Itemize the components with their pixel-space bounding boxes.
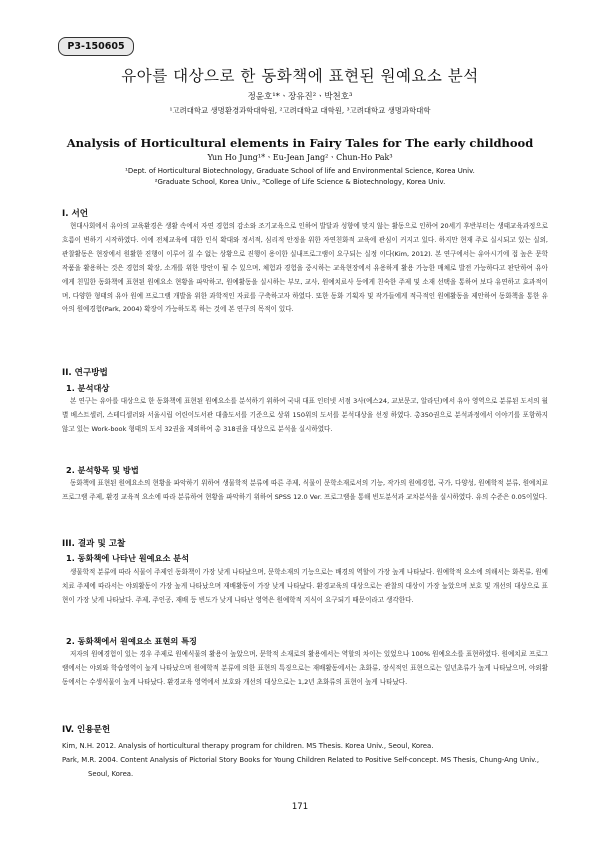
reference-item: Park, M.R. 2004. Content Analysis of Pictorial Story Books for Young Children Related to Positive Self-concept. MS Thesis, Chung-Ang Univ., Seoul, Korea. [62, 755, 540, 778]
methods-sub1-body: 본 연구는 유아를 대상으로 한 동화책에 표현된 원예요소를 분석하기 위하여 국내 대표 인터넷 서점 3사(예스24, 교보문고, 알라딘)에서 유아 영역으로 분류된 도서의 월별 베스트셀러, 스테디셀러와 서울시립 어린이도서관 대출도서를 기준으로 상위 150위의 도서를 분석대상을 선정 하였다. 총350권으로 분석과정에서 이야기를 포함하지 않고 있는 Work-book 형태의 도서 32권을 제외하여 총 318권을 대상으로 분석을 실시하였다. [62, 397, 548, 433]
reference-item: Kim, N.H. 2012. Analysis of horticultural therapy program for children. MS Thesis. Korea Univ., Seoul, Korea. [62, 742, 434, 750]
english-affiliation-1: ¹Dept. of Horticultural Biotechnology, Graduate School of life and Environmental Science, Korea Univ. [125, 167, 475, 175]
results-sub1-heading: 1. 동화책에 나타난 원예요소 분석 [66, 553, 190, 563]
methods-sub1-heading: 1. 분석대상 [66, 383, 110, 393]
korean-title: 유아를 대상으로 한 동화책에 표현된 원예요소 분석 [121, 67, 479, 85]
english-authors: Yun Ho Jung¹*ㆍEu-Jean Jang²ㆍChun-Ho Pak³ [207, 153, 393, 162]
results-sub2-heading: 2. 동화책에서 원예요소 표현의 특징 [66, 636, 197, 646]
korean-authors: 정윤호¹*ㆍ장유진²ㆍ박천호³ [247, 92, 353, 102]
results-sub1-body: 생물학적 분류에 따라 식물이 주제인 동화책이 가장 낮게 나타났으며, 문학소재의 기능으로는 배경의 역할이 가장 높게 나타났다. 원예학적 요소에 의해서는 화목류, 원예치료 주제에 따라서는 야외활동이 가장 높게 나타났으며 재배활동이 가장 낮게 나타났다. 환경교육의 대상으로는 관찰의 대상이 가장 높았으며 보호 및 개선의 대상으로 표현이 가장 낮게 나타났다. 주제, 주인공, 재배 등 빈도가 낮게 나타난 영역은 원예학적 지식이 요구되기 때문이라고 생각한다. [62, 568, 548, 604]
results-heading: III. 결과 및 고찰 [62, 539, 126, 549]
methods-sub2-heading: 2. 분석항목 및 방법 [66, 465, 139, 475]
references-heading: IV. 인용문헌 [62, 725, 111, 735]
poster-id-badge: P3-150605 [58, 37, 134, 56]
korean-affiliations: ¹고려대학교 생명환경과학대학원, ²고려대학교 대학원, ³고려대학교 생명과학대학 [169, 106, 431, 115]
results-sub2-body: 저자의 원예경험이 있는 경우 주제로 원예식물의 활용이 높았으며, 문학적 소재로의 활용에서는 역할의 차이는 있었으나 100% 원예요소를 표현하였다. 원예치료 프로그램에서는 야외와 학습영역이 높게 나타났으며 원예학적 분류에 의한 표현의 특징으로는 재배활동에서는 초화류, 장식적인 표현으로는 일년초류가 높게 나타났으며, 야외활동에서는 수생식물이 높게 나타났다. 환경교육 영역에서 보호와 개선의 대상으로는 1,2년 초화류의 표현이 높게 나타났다. [62, 650, 548, 686]
english-affiliation-2: ²Graduate School, Korea Univ., ³College of Life Science & Biotechnology, Korea Univ. [154, 178, 446, 186]
page-number: 171 [291, 802, 309, 812]
methods-sub2-body: 동화책에 표현된 원예요소의 현황을 파악하기 위하여 생물학적 분류에 따른 주제, 식물이 문학소재로서의 기능, 작가의 원예경험, 국가, 다양성, 원예학적 분류, 원예치료 프로그램 주제, 환경 교육적 요소에 따라 분류하여 현황을 파악하기 위하여 SPSS 12.0 Ver. 프로그램을 통해 빈도분석과 교차분석을 실시하였다. 유의 수준은 0.05이었다. [62, 479, 548, 501]
english-title: Analysis of Horticultural elements in Fairy Tales for The early childhood [66, 136, 534, 150]
intro-heading: I. 서언 [62, 209, 89, 219]
references-list [62, 740, 548, 782]
methods-heading: II. 연구방법 [62, 368, 108, 378]
intro-body: 현대사회에서 유아의 교육환경은 생활 속에서 자연 경험의 감소와 조기교육으로 인하여 발달과 성향에 맞지 않는 활동으로 인하여 20세기 후반부터는 생태교육과정으로 흐름이 변하기 시작하였다. 이에 전체교육에 대한 인식 확대와 정서적, 심리적 안정을 위한 자연친화적 교육에 관심이 커지고 있다. 하지만 현재 주로 실시되고 있는 실외, 관찰활동은 현장에서 원활한 진행이 이루어 질 수 없는 상황으로 진행이 용이한 실내프로그램이 요구되는 실정 이다(Kim, 2012). 본 연구에서는 유아시기에 접 높은 문학 작품을 활용하는 것은 경험의 확장, 소개를 위한 방안이 될 수 있으며, 체험과 경험을 중시하는 교육현장에서 유용하게 활용 가능한 매체로 발전 가능하다고 판단하여 유아에게 친밀한 동화책에 표현된 원예요소 현황을 파악하고, 원예활동을 실시하는 부모, 교사, 원예치료사 등에게 친숙한 주제 및 소재 선택을 통하여 보다 유연하고 효과적이며, 다양한 형태의 유아 원예 프로그램 개발을 위한 과학적인 자료를 구축하고자 하였다. 또한 동화 기획자 및 작가들에게 적극적인 원예활동을 제안하여 동화책을 통한 유아의 원예경험(Park, 2004) 확장이 가능하도록 하는 것에 본 연구의 목적이 있다. [62, 222, 548, 314]
